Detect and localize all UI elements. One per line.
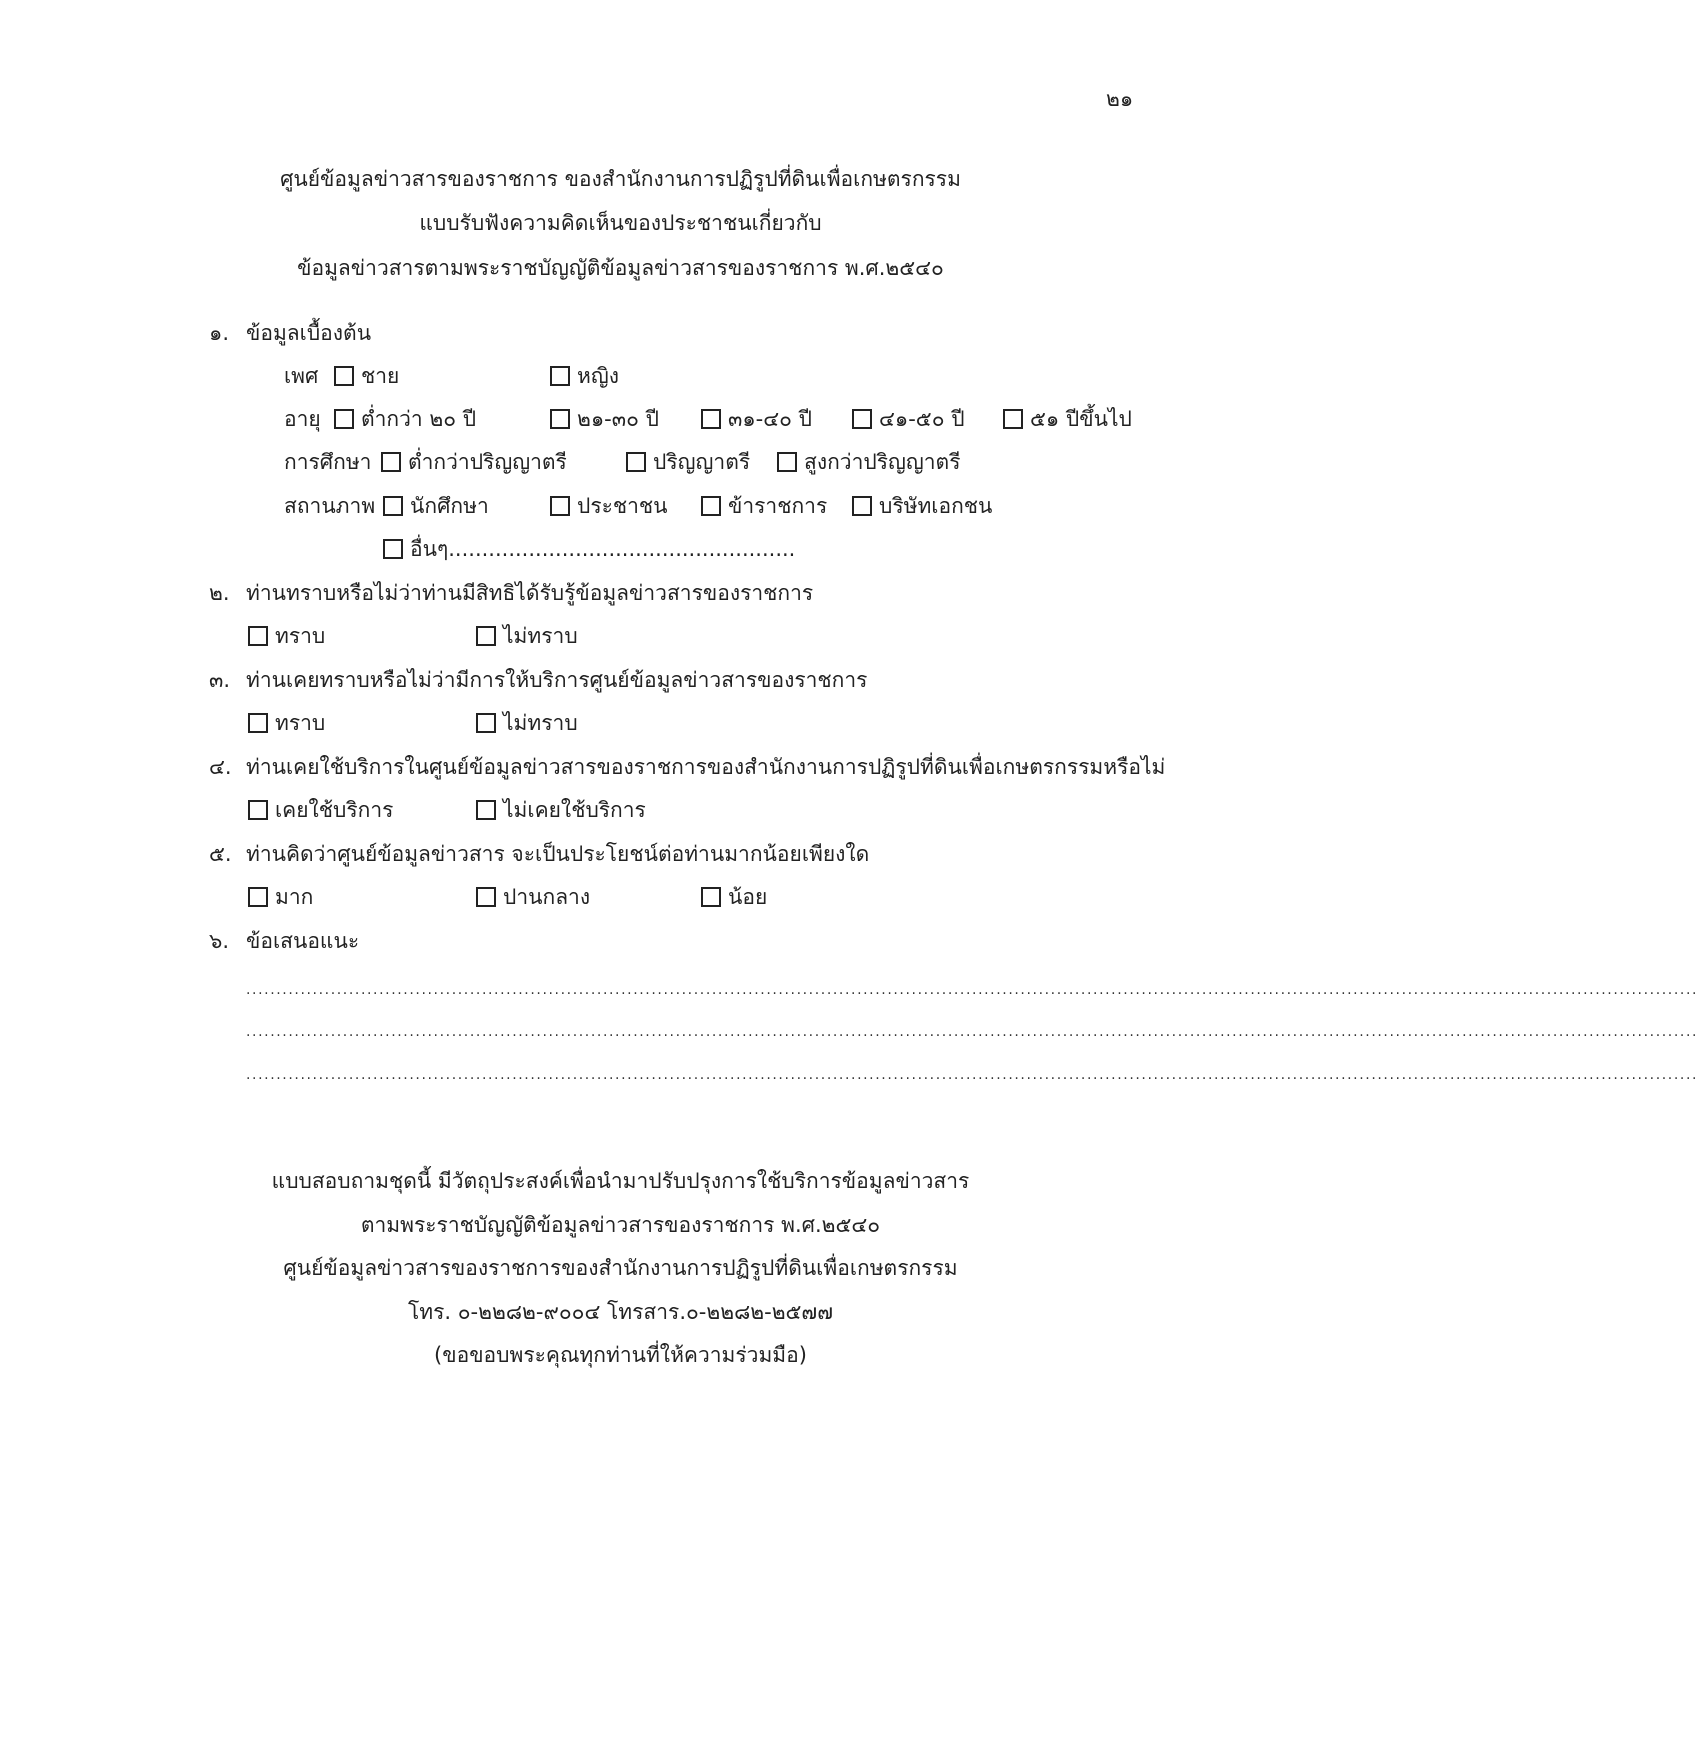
- checkbox[interactable]: [476, 887, 496, 907]
- option-label: ๒๑-๓๐ ปี: [577, 407, 659, 431]
- q4-number: ๔.: [209, 755, 232, 779]
- q5-much-option[interactable]: [248, 884, 313, 910]
- checkbox[interactable]: [701, 887, 721, 907]
- option-label: ไม่เคยใช้บริการ: [503, 798, 646, 822]
- q2-know-option[interactable]: [248, 623, 325, 649]
- option-label: ต่ำกว่า ๒๐ ปี: [361, 407, 477, 431]
- checkbox[interactable]: [248, 800, 268, 820]
- checkbox[interactable]: [852, 496, 872, 516]
- q4-never-used-option[interactable]: [476, 797, 646, 823]
- checkbox[interactable]: [550, 496, 570, 516]
- option-label: น้อย: [728, 885, 768, 909]
- option-label: ๕๑ ปีขึ้นไป: [1030, 407, 1132, 431]
- header-line-3: ข้อมูลข่าวสารตามพระราชบัญญัติข้อมูลข่าวสารของราชการ พ.ศ.๒๕๔๐: [297, 256, 944, 280]
- footer-line-2: ตามพระราชบัญญัติข้อมูลข่าวสารของราชการ พ.ศ.๒๕๔๐: [360, 1213, 881, 1237]
- header-line-1: ศูนย์ข้อมูลข่าวสารของราชการ ของสำนักงานการปฏิรูปที่ดินเพื่อเกษตรกรรม: [280, 167, 961, 191]
- page-number: ๒๑: [1106, 87, 1134, 111]
- option-label: ประชาชน: [577, 494, 668, 518]
- age-31-40-option[interactable]: [701, 406, 812, 432]
- option-label: เคยใช้บริการ: [275, 798, 394, 822]
- checkbox[interactable]: [1003, 409, 1023, 429]
- option-label: หญิง: [577, 364, 619, 388]
- checkbox[interactable]: [334, 409, 354, 429]
- option-label: ๓๑-๔๐ ปี: [728, 407, 812, 431]
- q4-used-option[interactable]: [248, 797, 393, 823]
- footer-thanks: (ขอขอบพระคุณทุกท่านที่ให้ความร่วมมือ): [434, 1343, 807, 1367]
- option-label: ปริญญาตรี: [653, 450, 751, 474]
- footer-contact: โทร. ๐-๒๒๘๒-๙๐๐๔ โทรสาร.๐-๒๒๘๒-๒๕๗๗: [407, 1300, 834, 1324]
- option-label: ปานกลาง: [503, 885, 591, 909]
- q2-number: ๒.: [209, 581, 230, 605]
- checkbox[interactable]: [334, 366, 354, 386]
- checkbox[interactable]: [383, 496, 403, 516]
- status-private-company-option[interactable]: [852, 493, 992, 519]
- checkbox[interactable]: [248, 626, 268, 646]
- option-label: ไม่ทราบ: [503, 624, 578, 648]
- checkbox[interactable]: [381, 452, 401, 472]
- checkbox[interactable]: [248, 887, 268, 907]
- option-label: ชาย: [361, 364, 400, 388]
- option-label: ๔๑-๕๐ ปี: [879, 407, 965, 431]
- education-bachelor-option[interactable]: [626, 449, 750, 475]
- option-label: บริษัทเอกชน: [879, 494, 993, 518]
- status-other-option[interactable]: [383, 536, 795, 562]
- q3-know-option[interactable]: [248, 710, 325, 736]
- q1-number: ๑.: [209, 321, 230, 345]
- q2-not-know-option[interactable]: [476, 623, 578, 649]
- education-label: การศึกษา: [284, 450, 372, 474]
- option-label: อื่นๆ....................................................: [410, 537, 796, 561]
- option-label: สูงกว่าปริญญาตรี: [804, 450, 961, 474]
- checkbox[interactable]: [476, 713, 496, 733]
- checkbox[interactable]: [550, 409, 570, 429]
- checkbox[interactable]: [476, 626, 496, 646]
- q5-text: ท่านคิดว่าศูนย์ข้อมูลข่าวสาร จะเป็นประโยชน์ต่อท่านมากน้อยเพียงใด: [246, 842, 870, 866]
- checkbox[interactable]: [476, 800, 496, 820]
- suggestion-line[interactable]: ................................................................................................................................................................................................................................................: [246, 982, 1698, 998]
- checkbox[interactable]: [852, 409, 872, 429]
- q3-text: ท่านเคยทราบหรือไม่ว่ามีการให้บริการศูนย์ข้อมูลข่าวสารของราชการ: [246, 668, 868, 692]
- age-under-20-option[interactable]: [334, 406, 476, 432]
- age-label: อายุ: [284, 407, 321, 431]
- checkbox[interactable]: [550, 366, 570, 386]
- status-citizen-option[interactable]: [550, 493, 668, 519]
- q2-text: ท่านทราบหรือไม่ว่าท่านมีสิทธิได้รับรู้ข้อมูลข่าวสารของราชการ: [246, 581, 814, 605]
- option-label: ต่ำกว่าปริญญาตรี: [408, 450, 567, 474]
- header-line-2: แบบรับฟังความคิดเห็นของประชาชนเกี่ยวกับ: [419, 211, 822, 235]
- education-above-bachelor-option[interactable]: [777, 449, 960, 475]
- checkbox[interactable]: [383, 539, 403, 559]
- option-label: ไม่ทราบ: [503, 711, 578, 735]
- footer-line-3: ศูนย์ข้อมูลข่าวสารของราชการของสำนักงานการปฏิรูปที่ดินเพื่อเกษตรกรรม: [283, 1256, 958, 1280]
- option-label: มาก: [275, 885, 314, 909]
- gender-female-option[interactable]: [550, 363, 619, 389]
- age-21-30-option[interactable]: [550, 406, 659, 432]
- option-label: นักศึกษา: [410, 494, 489, 518]
- q5-number: ๕.: [209, 842, 232, 866]
- q5-little-option[interactable]: [701, 884, 767, 910]
- suggestion-line[interactable]: ................................................................................................................................................................................................................................................: [246, 1024, 1698, 1040]
- age-over-51-option[interactable]: [1003, 406, 1132, 432]
- gender-male-option[interactable]: [334, 363, 399, 389]
- age-41-50-option[interactable]: [852, 406, 965, 432]
- q6-number: ๖.: [209, 929, 230, 953]
- q1-title: ข้อมูลเบื้องต้น: [246, 321, 372, 345]
- education-below-bachelor-option[interactable]: [381, 449, 567, 475]
- checkbox[interactable]: [777, 452, 797, 472]
- status-government-option[interactable]: [701, 493, 827, 519]
- status-student-option[interactable]: [383, 493, 489, 519]
- checkbox[interactable]: [248, 713, 268, 733]
- checkbox[interactable]: [626, 452, 646, 472]
- q5-medium-option[interactable]: [476, 884, 590, 910]
- option-label: ทราบ: [275, 624, 326, 648]
- option-label: ทราบ: [275, 711, 326, 735]
- q4-text: ท่านเคยใช้บริการในศูนย์ข้อมูลข่าวสารของราชการของสำนักงานการปฏิรูปที่ดินเพื่อเกษตรกรรมหรือไม่: [246, 755, 1166, 779]
- option-label: ข้าราชการ: [728, 494, 828, 518]
- q3-number: ๓.: [209, 668, 231, 692]
- checkbox[interactable]: [701, 496, 721, 516]
- gender-label: เพศ: [284, 364, 319, 388]
- checkbox[interactable]: [701, 409, 721, 429]
- status-label: สถานภาพ: [284, 494, 376, 518]
- footer-line-1: แบบสอบถามชุดนี้ มีวัตถุประสงค์เพื่อนำมาปรับปรุงการใช้บริการข้อมูลข่าวสาร: [271, 1169, 970, 1193]
- q6-text: ข้อเสนอแนะ: [246, 929, 360, 953]
- suggestion-line[interactable]: ................................................................................................................................................................................................................................................: [246, 1067, 1698, 1083]
- q3-not-know-option[interactable]: [476, 710, 578, 736]
